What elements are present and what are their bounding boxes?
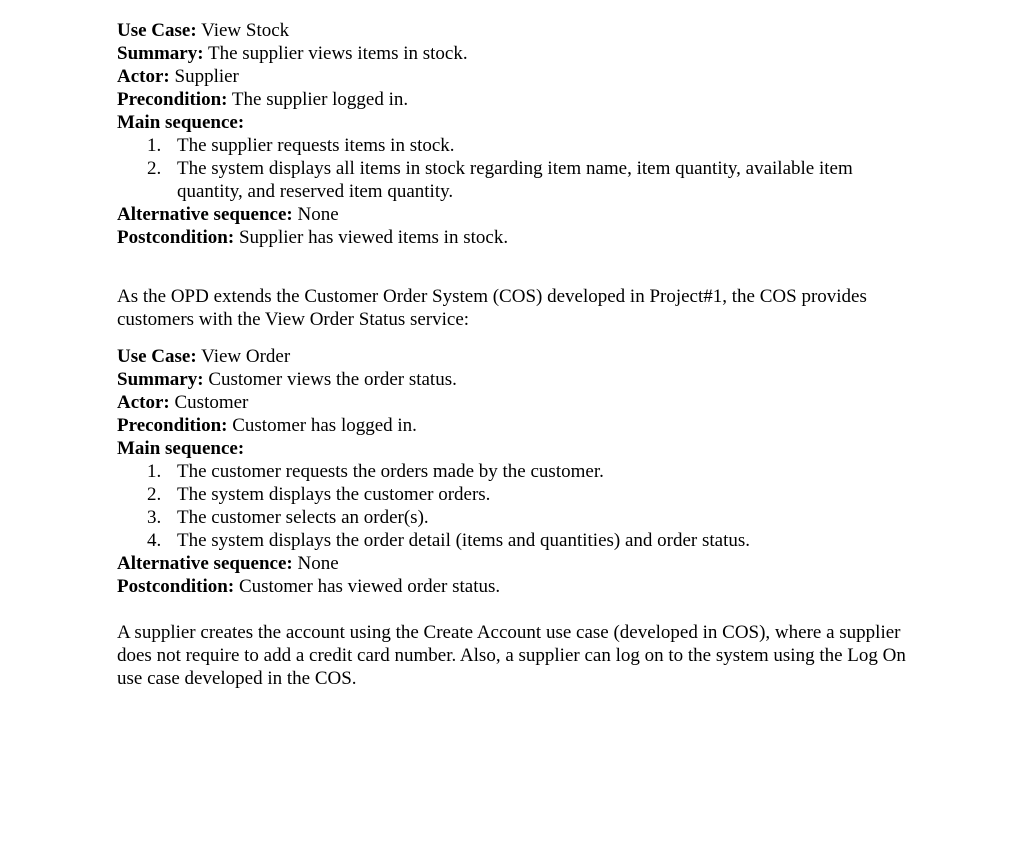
summary-value: The supplier views items in stock. <box>207 43 468 64</box>
step-number: 2. <box>147 158 162 179</box>
use-case-line <box>117 345 907 368</box>
postcondition-label: Postcondition: <box>117 227 235 248</box>
main-sequence-line <box>117 111 907 134</box>
alternative-sequence-line <box>117 552 907 575</box>
precondition-label: Precondition: <box>117 89 228 110</box>
precondition-line <box>117 88 907 111</box>
main-sequence-list <box>117 460 907 552</box>
list-item <box>117 460 907 483</box>
summary-value: Customer views the order status. <box>208 369 457 390</box>
step-text: The system displays the customer orders. <box>177 484 491 505</box>
precondition-value: The supplier logged in. <box>231 89 409 110</box>
step-text: The customer requests the orders made by the customer. <box>177 461 604 482</box>
actor-value: Customer <box>174 392 249 413</box>
use-case-label: Use Case: <box>117 346 197 367</box>
use-case-value: View Stock <box>201 20 290 41</box>
closing-paragraph: A supplier creates the account using the Create Account use case (developed in COS), where a supplier does not require to add a credit card number. Also, a supplier can log on to the system using the Log On use case developed in the COS. <box>117 622 906 689</box>
step-number: 1. <box>147 461 162 482</box>
main-sequence-label: Main sequence: <box>117 438 245 459</box>
list-item <box>117 157 907 203</box>
summary-line <box>117 42 907 65</box>
use-case-line <box>117 19 907 42</box>
main-sequence-list <box>117 134 907 203</box>
use-case-view-stock <box>117 19 907 249</box>
summary-line <box>117 368 907 391</box>
alternative-sequence-label: Alternative sequence: <box>117 553 293 574</box>
actor-line <box>117 65 907 88</box>
postcondition-value: Customer has viewed order status. <box>238 576 501 597</box>
main-sequence-label: Main sequence: <box>117 112 245 133</box>
step-number: 3. <box>147 507 162 528</box>
use-case-value: View Order <box>201 346 291 367</box>
step-number: 1. <box>147 135 162 156</box>
precondition-value: Customer has logged in. <box>232 415 417 436</box>
precondition-label: Precondition: <box>117 415 228 436</box>
alternative-sequence-value: None <box>297 204 339 225</box>
list-item <box>117 506 907 529</box>
intro-paragraph: As the OPD extends the Customer Order System (COS) developed in Project#1, the COS provides customers with the View Order Status service: <box>117 286 867 330</box>
actor-label: Actor: <box>117 66 170 87</box>
postcondition-value: Supplier has viewed items in stock. <box>238 227 509 248</box>
step-text: The system displays the order detail (items and quantities) and order status. <box>177 530 751 551</box>
list-item <box>117 483 907 506</box>
alternative-sequence-label: Alternative sequence: <box>117 204 293 225</box>
postcondition-line <box>117 226 907 249</box>
use-case-label: Use Case: <box>117 20 197 41</box>
summary-label: Summary: <box>117 369 204 390</box>
alternative-sequence-value: None <box>297 553 339 574</box>
list-item <box>117 529 907 552</box>
main-sequence-line <box>117 437 907 460</box>
step-text: The system displays all items in stock regarding item name, item quantity, available item quantity, and reserved item quantity. <box>177 158 853 202</box>
actor-value: Supplier <box>174 66 239 87</box>
precondition-line <box>117 414 907 437</box>
step-number: 4. <box>147 530 162 551</box>
alternative-sequence-line <box>117 203 907 226</box>
postcondition-label: Postcondition: <box>117 576 235 597</box>
document-page <box>117 19 907 690</box>
summary-label: Summary: <box>117 43 204 64</box>
actor-line <box>117 391 907 414</box>
step-text: The supplier requests items in stock. <box>177 135 455 156</box>
actor-label: Actor: <box>117 392 170 413</box>
list-item <box>117 134 907 157</box>
step-text: The customer selects an order(s). <box>177 507 429 528</box>
use-case-view-order <box>117 345 907 598</box>
postcondition-line <box>117 575 907 598</box>
step-number: 2. <box>147 484 162 505</box>
